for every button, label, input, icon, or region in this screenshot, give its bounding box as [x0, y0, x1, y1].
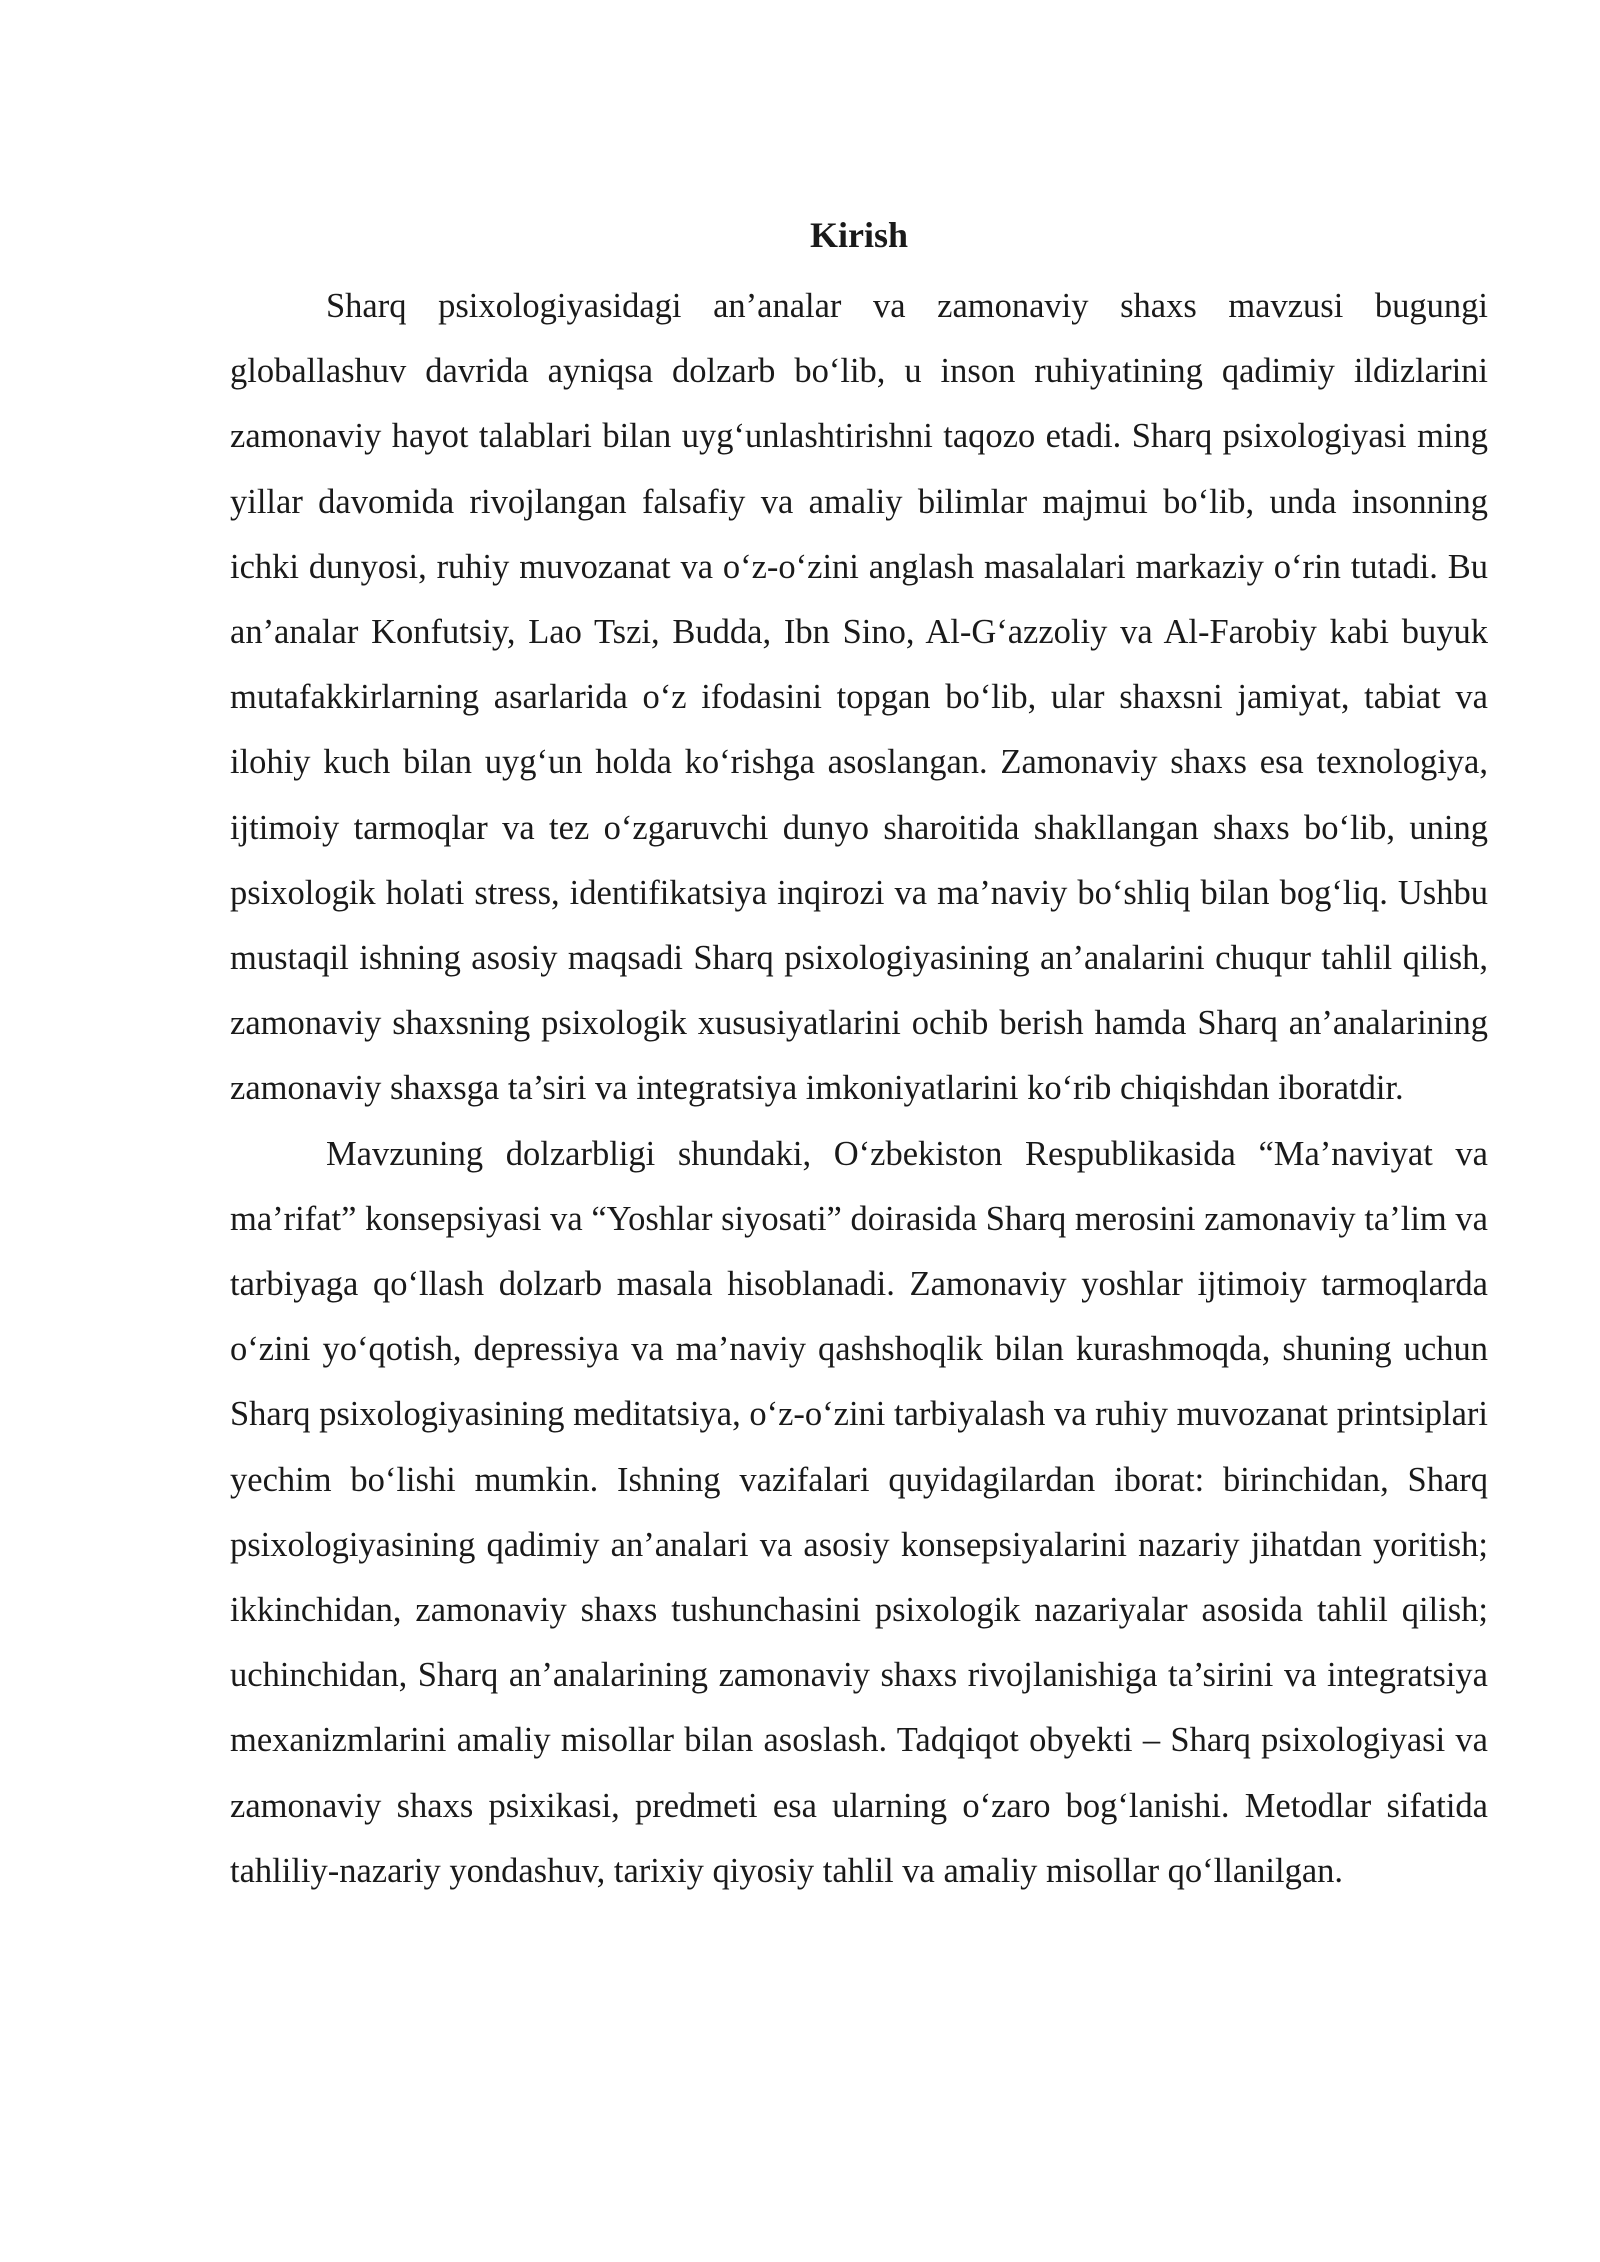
page-title: Kirish: [809, 215, 908, 255]
paragraph-intro: Sharq psixologiyasidagi an’analar va zamonaviy shaxs mavzusi bugungi globallashuv davrida ayniqsa dolzarb bo‘lib, u inson ruhiyatining qadimiy ildizlarini zamonaviy hayot talablari bilan uyg‘unlashtirishni taqozo etadi. Sharq psixologiyasi ming yillar davomida rivojlangan falsafiy va amaliy bilimlar majmui bo‘lib, unda insonning ichki dunyosi, ruhiy muvozanat va o‘z-o‘zini anglash masalalari markaziy o‘rin tutadi. Bu an’analar Konfutsiy, Lao Tszi, Budda, Ibn Sino, Al-G‘azzoliy va Al-Farobiy kabi buyuk mutafakkirlarning asarlarida o‘z ifodasini topgan bo‘lib, ular shaxsni jamiyat, tabiat va ilohiy kuch bilan uyg‘un holda ko‘rishga asoslangan. Zamonaviy shaxs esa texnologiya, ijtimoiy tarmoqlar va tez o‘zgaruvchi dunyo sharoitida shakllangan shaxs bo‘lib, uning psixologik holati stress, identifikatsiya inqirozi va ma’naviy bo‘shliq bilan bog‘liq. Ushbu mustaqil ishning asosiy maqsadi Sharq psixologiyasining an’analarini chuqur tahlil qilish, zamonaviy shaxsning psixologik xususiyatlarini ochib berish hamda Sharq an’analarining zamonaviy shaxsga ta’siri va integratsiya imkoniyatlarini ko‘rib chiqishdan iboratdir.: [230, 287, 1488, 1108]
paragraph-relevance: Mavzuning dolzarbligi shundaki, O‘zbekiston Respublikasida “Ma’naviyat va ma’rifat” konsepsiyasi va “Yoshlar siyosati” doirasida Sharq merosini zamonaviy ta’lim va tarbiyaga qo‘llash dolzarb masala hisoblanadi. Zamonaviy yoshlar ijtimoiy tarmoqlarda o‘zini yo‘qotish, depressiya va ma’naviy qashshoqlik bilan kurashmoqda, shuning uchun Sharq psixologiyasining meditatsiya, o‘z-o‘zini tarbiyalash va ruhiy muvozanat printsiplari yechim bo‘lishi mumkin. Ishning vazifalari quyidagilardan iborat: birinchidan, Sharq psixologiyasining qadimiy an’analari va asosiy konsepsiyalarini nazariy jihatdan yoritish; ikkinchidan, zamonaviy shaxs tushunchasini psixologik nazariyalar asosida tahlil qilish; uchinchidan, Sharq an’analarining zamonaviy shaxs rivojlanishiga ta’sirini va integratsiya mexanizmlarini amaliy misollar bilan asoslash. Tadqiqot obyekti – Sharq psixologiyasi va zamonaviy shaxs psixikasi, predmeti esa ularning o‘zaro bog‘lanishi. Metodlar sifatida tahliliy-nazariy yondashuv, tarixiy qiyosiy tahlil va amaliy misollar qo‘llanilgan.: [230, 1134, 1489, 1890]
document-body: [230, 210, 1488, 1904]
